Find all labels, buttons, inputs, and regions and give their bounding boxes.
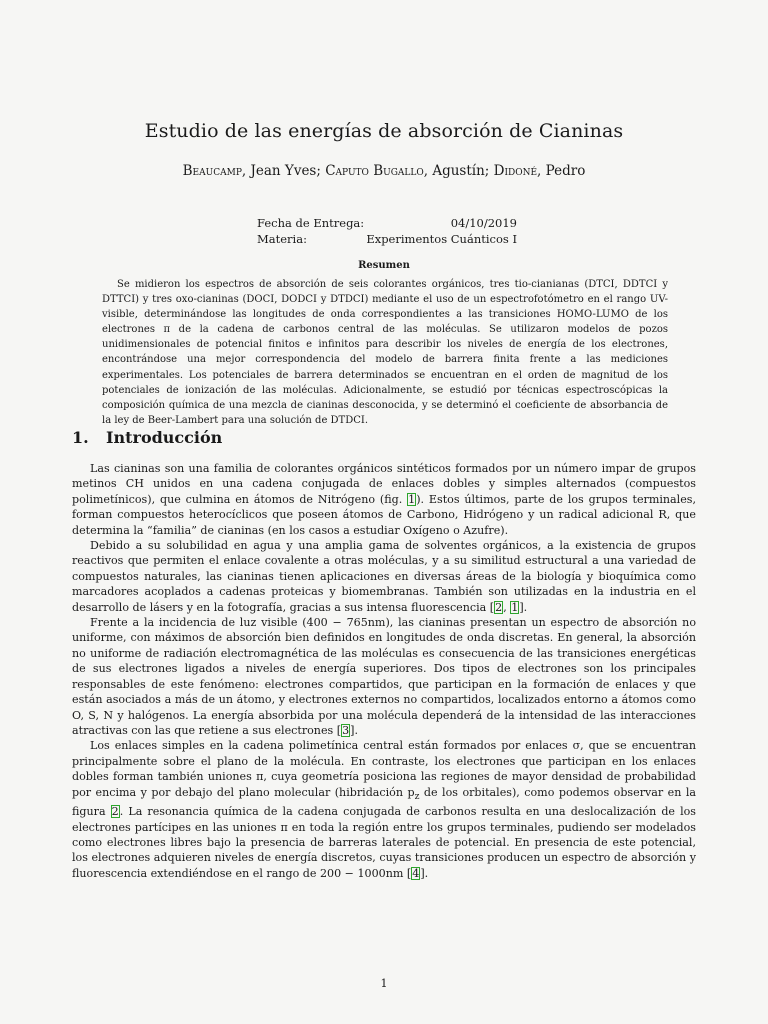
paragraph-text: ]. — [519, 600, 528, 614]
fecha-label: Fecha de Entrega: — [257, 216, 365, 230]
figure-reference-link[interactable]: 1 — [408, 492, 416, 506]
author-surname: Caputo Bugallo — [325, 163, 424, 179]
paragraph-text: de los orbitales), como podemos observar en la figura — [72, 785, 696, 819]
paragraph-text: Los enlaces simples en la cadena polimetínica central están formados por enlaces σ, que se encuentran principalmente sobre el plano de la molécula. En contraste, los electrones que participan en los enlaces dobles forman también uniones π, cuya geometría posiciona las regiones de mayor densidad de probabilidad por encima y por debajo del plano molecular (hibridación p — [72, 739, 696, 799]
fecha-value: 04/10/2019 — [450, 216, 517, 230]
paragraph-text: Las cianinas son una familia de colorantes orgánicos sintéticos formados por un número impar de grupos metinos CH unidos en una cadena conjugada de enlaces dobles y simples alternados (compuestos polimetínicos), que culmina en átomos de Nitrógeno (fig. — [72, 462, 696, 506]
paragraph-text: Frente a la incidencia de luz visible (400 − 765nm), las cianinas presentan un espectro de absorción no uniforme, con máximos de absorción bien definidos en longitudes de onda discretas. En general, la absorción no uniforme de radiación electromagnética de las moléculas es consecuencia de las transiciones energéticas de sus electrones ligados a niveles de energía superiores. Dos tipos de electrones son los principales responsables de este fenómeno: electrones compartidos, que participan en la formación de enlaces y que están asociados a más de un átomo, y electrones externos no compartidos, localizados entorno a átomos como O, S, N y halógenos. La energía absorbida por una molécula dependerá de la intensidad de las interacciones atractivas con las que retiene a sus electrones [ — [72, 616, 696, 737]
author-given-name: Jean Yves — [250, 163, 317, 179]
section-body — [72, 461, 696, 881]
submission-meta — [257, 215, 517, 247]
citation-link[interactable]: 4 — [412, 866, 420, 880]
section-number: 1. — [72, 428, 89, 447]
paragraph — [72, 615, 696, 738]
paragraph-text: ). Estos últimos, parte de los grupos terminales, forman compuestos heterocíclicos que poseen átomos de Carbono, Hidrógeno y un radical adicional R, que determina la “familia” de cianinas (en los casos a estudiar Oxígeno o Azufre). — [72, 492, 696, 537]
citation-link[interactable]: 3 — [342, 723, 350, 737]
materia-label: Materia: — [257, 232, 307, 246]
abstract-heading: Resumen — [358, 260, 410, 271]
paper-title: Estudio de las energías de absorción de Cianinas — [144, 120, 624, 142]
citation-link[interactable]: 2 — [495, 600, 503, 614]
meta-row-fecha — [257, 215, 517, 231]
author-surname: Didoné — [493, 163, 538, 179]
paragraph-text: . La resonancia química de la cadena conjugada de carbonos resulta en una deslocalización de los electrones partícipes en las uniones π en toda la región entre los grupos terminales, pudiendo ser modelados como electrones libres bajo la presencia de barreras laterales de potencial. En presencia de este potencial, los electrones adquieren niveles de energía discretos, cuyas transiciones producen un espectro de absorción y fluorescencia extendiéndose en el rango de 200 − 1000nm [ — [72, 805, 697, 880]
paragraph-text: Debido a su solubilidad en agua y una amplia gama de solventes orgánicos, a la existencia de grupos reactivos que permiten el enlace covalente a otras moléculas, y a su similitud estructural a una variedad de compuestos naturales, las cianinas tienen aplicaciones en diversas áreas de la biología y bioquímica como marcadores acoplados a cadenas proteicas y biomembranas. También son utilizadas en la industria en el desarrollo de lásers y en la fotografía, gracias a sus intensa fluorescencia [ — [72, 539, 696, 614]
citation-link[interactable]: 1 — [511, 600, 519, 614]
abstract-text: Se midieron los espectros de absorción de seis colorantes orgánicos, tres tio-cianianas (DTCI, DDTCI y DTTCI) y tres oxo-cianinas (DOCI, DODCI y DTDCI) mediante el uso de un espectrofotómetro en el rango UV-visible, determinándose las longitudes de onda correspondientes a las transiciones HOMO-LUMO de los electrones π de la cadena de carbonos central de las moléculas. Se utilizaron modelos de pozos unidimensionales de potencial finitos e infinitos para describir los niveles de energía de los electrones, encontrándose una mejor correspondencia del modelo de barrera finita frente a las mediciones experimentales. Los potenciales de barrera determinados se encuentran en el orden de magnitud de los potenciales de ionización de las moléculas. Adicionalmente, se estudió por técnicas espectroscópicas la composición química de una mezcla de cianinas desconocida, y se determinó el coeficiente de absorbancia de la ley de Beer-Lambert para una solución de DTDCI. — [102, 279, 668, 426]
paragraph — [72, 461, 696, 538]
paragraph-text: ]. — [420, 866, 429, 880]
paper-page — [72, 0, 696, 1024]
section-title: Introducción — [106, 428, 223, 447]
author-surname: Beaucamp — [182, 163, 242, 179]
author-given-name: Agustín — [432, 163, 485, 179]
author-given-name: Pedro — [545, 163, 586, 179]
figure-reference-link[interactable]: 2 — [111, 805, 119, 819]
author-list: Beaucamp, Jean Yves; Caputo Bugallo, Agustín; Didoné, Pedro — [182, 163, 586, 179]
paragraph — [72, 738, 696, 881]
paragraph-text: ]. — [350, 723, 358, 737]
meta-row-materia — [257, 231, 517, 247]
materia-value: Experimentos Cuánticos I — [366, 232, 517, 246]
subscript: z — [414, 790, 420, 802]
page-number: 1 — [380, 977, 388, 990]
paragraph-text: , — [503, 600, 511, 614]
section-heading — [72, 428, 222, 447]
paragraph — [72, 538, 696, 615]
